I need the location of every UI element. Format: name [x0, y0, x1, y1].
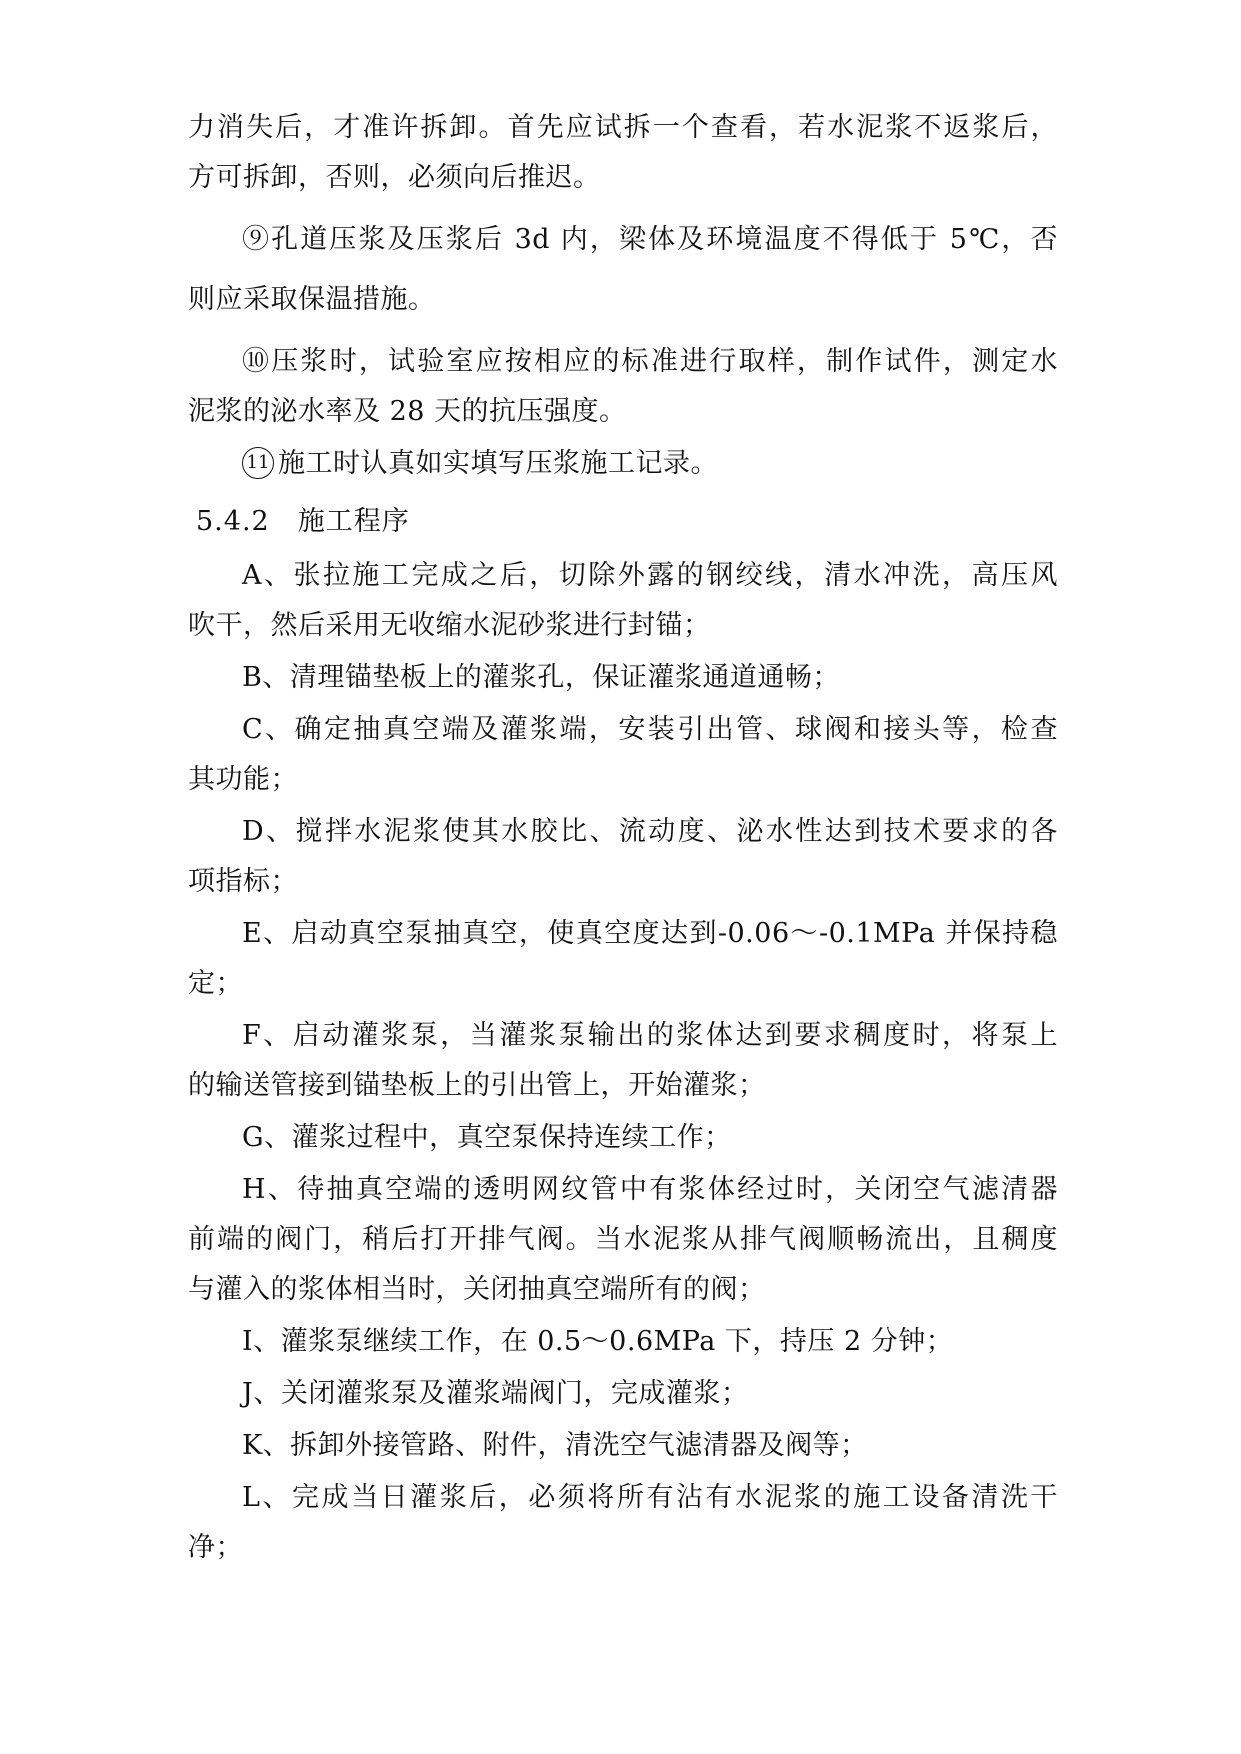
- text-line: 泥浆的泌水率及 28 天的抗压强度。: [188, 396, 627, 427]
- text-line: I、灌浆泵继续工作，在 0.5～0.6MPa 下，持压 2 分钟；: [242, 1326, 954, 1357]
- text-line: ⑨孔道压浆及压浆后 3d 内，梁体及环境温度不得低于 5℃，否: [242, 224, 1058, 255]
- text-line: E、启动真空泵抽真空，使真空度达到-0.06～-0.1MPa 并保持稳: [242, 918, 1058, 949]
- text-line: 净；: [188, 1532, 243, 1563]
- text-line: J、关闭灌浆泵及灌浆端阀门，完成灌浆；: [242, 1378, 749, 1409]
- text-line: 定；: [188, 968, 243, 999]
- item-text: 施工时认真如实填写压浆施工记录。: [278, 448, 718, 479]
- text-line: 的输送管接到锚垫板上的引出管上，开始灌浆；: [188, 1070, 766, 1101]
- text-line: 其功能；: [188, 764, 298, 795]
- text-line: L、完成当日灌浆后，必须将所有沾有水泥浆的施工设备清洗干: [242, 1482, 1058, 1513]
- text-line: K、拆卸外接管路、附件，清洗空气滤清器及阀等；: [242, 1430, 868, 1461]
- text-line: 项指标；: [188, 866, 298, 897]
- section-number: 5.4.2: [196, 506, 270, 537]
- section-heading: [196, 504, 1066, 540]
- text-line: 前端的阀门，稍后打开排气阀。当水泥浆从排气阀顺畅流出，且稠度: [188, 1224, 1058, 1255]
- text-line: B、清理锚垫板上的灌浆孔，保证灌浆通道通畅；: [242, 662, 840, 693]
- section-title: 施工程序: [297, 506, 410, 537]
- text-line: [242, 446, 1058, 482]
- circled-number-11: 11: [242, 447, 274, 479]
- text-line: F、启动灌浆泵，当灌浆泵输出的浆体达到要求稠度时，将泵上: [242, 1020, 1058, 1051]
- text-line: 力消失后，才准许拆卸。首先应试拆一个查看，若水泥浆不返浆后，: [188, 112, 1058, 143]
- text-line: G、灌浆过程中，真空泵保持连续工作；: [242, 1122, 732, 1153]
- text-line: 则应采取保温措施。: [188, 284, 436, 315]
- text-line: 与灌入的浆体相当时，关闭抽真空端所有的阀；: [188, 1274, 766, 1305]
- text-line: C、确定抽真空端及灌浆端，安装引出管、球阀和接头等，检查: [242, 714, 1058, 745]
- text-line: H、待抽真空端的透明网纹管中有浆体经过时，关闭空气滤清器: [242, 1174, 1058, 1205]
- text-line: A、张拉施工完成之后，切除外露的钢绞线，清水冲洗，高压风: [242, 560, 1058, 591]
- text-line: 方可拆卸，否则，必须向后推迟。: [188, 162, 601, 193]
- text-line: ⑩压浆时，试验室应按相应的标准进行取样，制作试件，测定水: [242, 346, 1058, 377]
- text-line: 吹干，然后采用无收缩水泥砂浆进行封锚；: [188, 610, 711, 641]
- text-line: D、搅拌水泥浆使其水胶比、流动度、泌水性达到技术要求的各: [242, 816, 1058, 847]
